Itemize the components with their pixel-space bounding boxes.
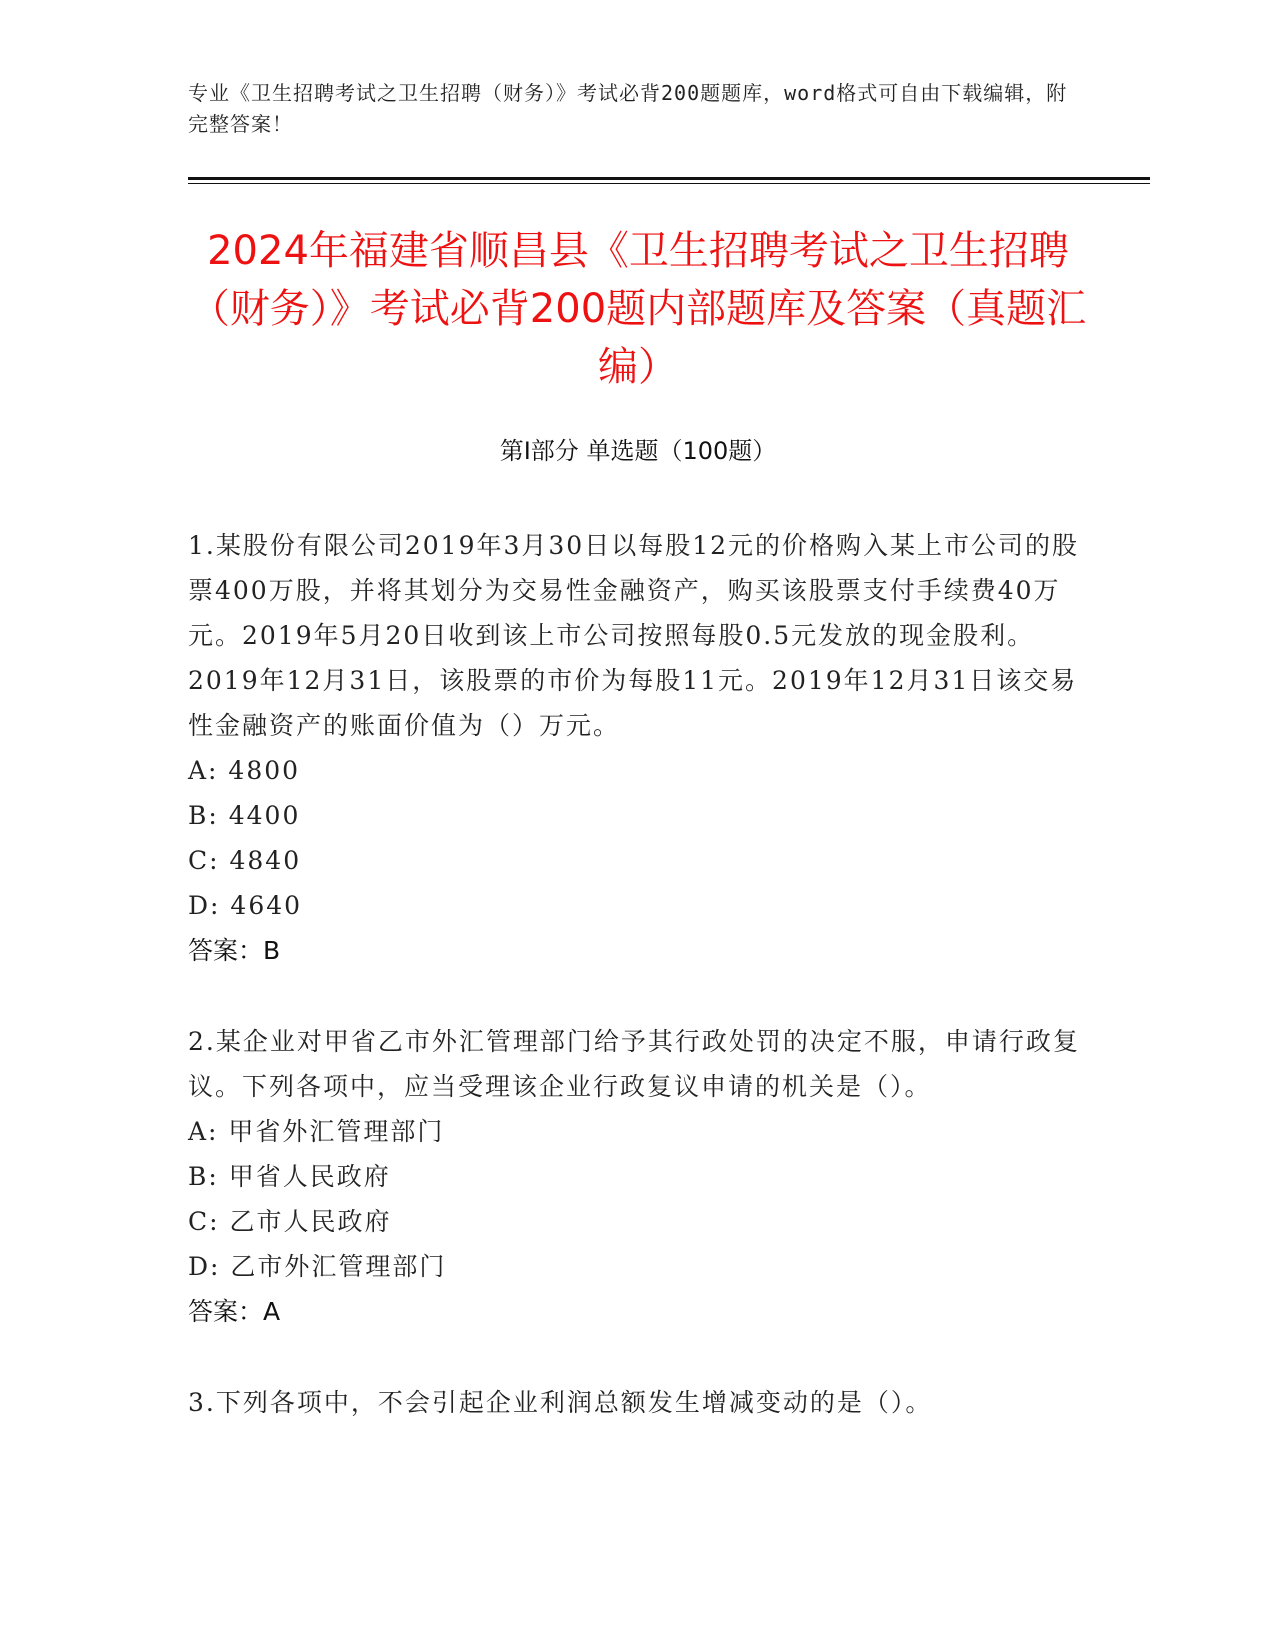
- option-c: C: 乙市人民政府: [188, 1207, 392, 1236]
- question-2: [188, 1019, 1088, 1334]
- option-a: A: 4800: [188, 756, 301, 785]
- section-title: 第Ⅰ部分 单选题（100题）: [499, 437, 777, 465]
- option-a: A: 甲省外汇管理部门: [188, 1117, 445, 1146]
- option-d: D: 乙市外汇管理部门: [188, 1252, 447, 1281]
- option-b: B: 甲省人民政府: [188, 1162, 391, 1191]
- question-3: [188, 1380, 1088, 1425]
- header-note: 专业《卫生招聘考试之卫生招聘（财务）》考试必背200题题库，word格式可自由下载编辑，附完整答案！: [188, 81, 1068, 136]
- header-divider-thick: [188, 177, 1150, 180]
- option-list: [188, 1109, 1088, 1289]
- question-1: [188, 523, 1088, 973]
- question-stem: 3.下列各项中，不会引起企业利润总额发生增减变动的是（）。: [188, 1388, 933, 1417]
- header-divider-thin: [188, 183, 1150, 184]
- option-d: D: 4640: [188, 891, 303, 920]
- question-stem: 2.某企业对甲省乙市外汇管理部门给予其行政处罚的决定不服，申请行政复议。下列各项中，应当受理该企业行政复议申请的机关是（）。: [188, 1027, 1080, 1101]
- option-c: C: 4840: [188, 846, 302, 875]
- answer-line: 答案：B: [188, 936, 281, 965]
- question-list: [188, 523, 1088, 1471]
- option-list: [188, 748, 1088, 928]
- answer-line: 答案：A: [188, 1297, 281, 1326]
- question-stem: 1.某股份有限公司2019年3月30日以每股12元的价格购入某上市公司的股票400万股，并将其划分为交易性金融资产，购买该股票支付手续费40万元。2019年5月20日收到该上市公司按照每股0.5元发放的现金股利。2019年12月31日，该股票的市价为每股11元。2019年12月31日该交易性金融资产的账面价值为（）万元。: [188, 531, 1080, 740]
- option-b: B: 4400: [188, 801, 301, 830]
- document-title: 2024年福建省顺昌县《卫生招聘考试之卫生招聘（财务）》考试必背200题内部题库及答案（真题汇编）: [189, 228, 1087, 390]
